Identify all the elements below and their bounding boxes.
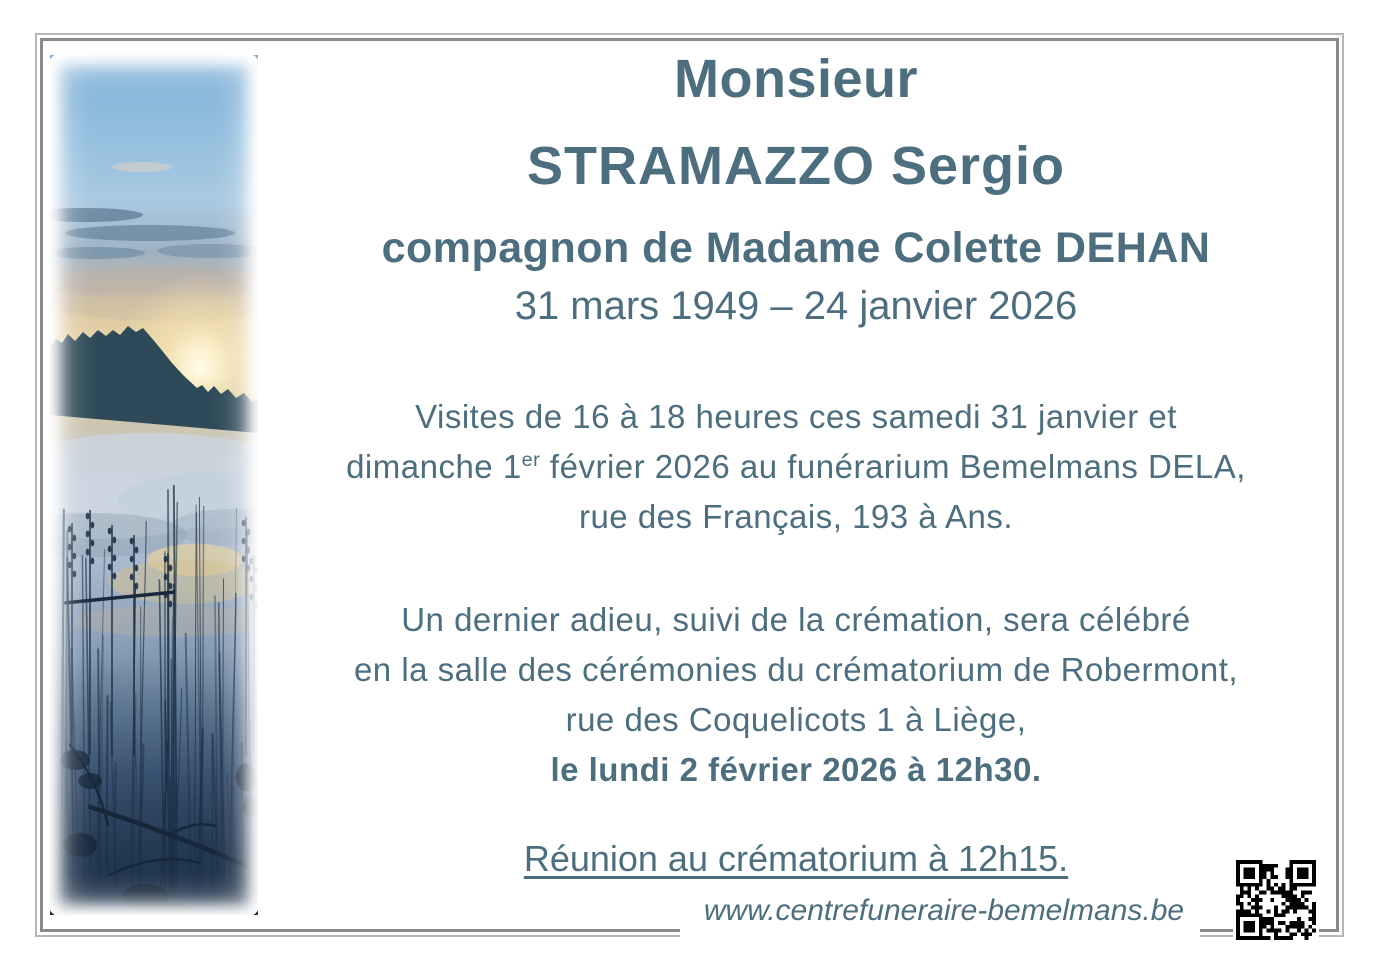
lake-sunrise-photo-art bbox=[50, 55, 258, 915]
lake-sunrise-photo bbox=[50, 55, 258, 915]
visits-line-1: Visites de 16 à 18 heures ces samedi 31 janvier et bbox=[415, 398, 1177, 435]
visits-paragraph bbox=[258, 392, 1334, 542]
visits-line-3: rue des Français, 193 à Ans. bbox=[578, 498, 1014, 535]
ceremony-line-2: en la salle des cérémonies du crématorium de Robermont, bbox=[353, 651, 1239, 688]
ordinal-suffix: er bbox=[521, 449, 541, 471]
ceremony-paragraph bbox=[258, 595, 1334, 795]
ceremony-line-1: Un dernier adieu, suivi de la crémation, sera célébré bbox=[401, 601, 1191, 638]
ceremony-line-3: rue des Coquelicots 1 à Liège, bbox=[565, 701, 1027, 738]
visits-line-2: dimanche 1er février 2026 au funérarium Bemelmans DELA, bbox=[346, 448, 1246, 485]
qr-code bbox=[1233, 857, 1319, 943]
meeting-line: Réunion au crématorium à 12h15. bbox=[523, 838, 1069, 879]
life-dates: 31 mars 1949 – 24 janvier 2026 bbox=[514, 284, 1078, 328]
website-url: www.centrefuneraire-bemelmans.be bbox=[703, 894, 1185, 927]
deceased-name: STRAMAZZO Sergio bbox=[527, 136, 1065, 196]
ceremony-date-time: le lundi 2 février 2026 à 12h30. bbox=[550, 751, 1042, 788]
qr-code-canvas bbox=[1236, 860, 1316, 940]
relation-line: compagnon de Madame Colette DEHAN bbox=[381, 224, 1211, 272]
salutation: Monsieur bbox=[673, 49, 919, 109]
